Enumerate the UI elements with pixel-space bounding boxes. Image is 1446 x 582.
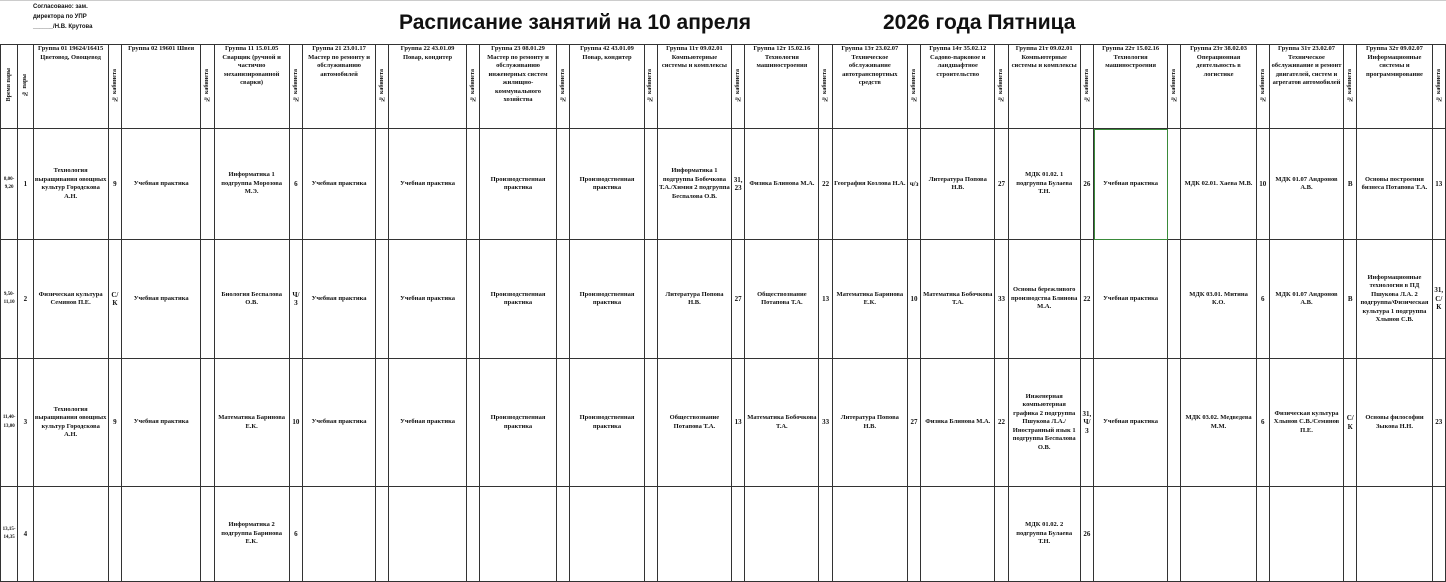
- lesson-cell[interactable]: [302, 487, 375, 582]
- cabinet-cell[interactable]: [644, 129, 657, 240]
- lesson-cell[interactable]: МДК 03.01. Митина К.О.: [1181, 240, 1256, 359]
- time-header: [1, 45, 18, 129]
- lesson-cell[interactable]: Учебная практика: [1094, 240, 1168, 359]
- cabinet-cell[interactable]: [1344, 487, 1357, 582]
- cabinet-cell[interactable]: 10: [907, 240, 920, 359]
- cabinet-cell[interactable]: [557, 487, 570, 582]
- approval-line-3: ______/Н.В. Крутова: [33, 24, 93, 30]
- cabinet-cell[interactable]: 13: [819, 240, 832, 359]
- group-header: Группа 22 43.01.09 Повар, кондитер: [389, 45, 466, 129]
- cabinet-header: [289, 45, 302, 129]
- lesson-row: [1, 129, 1446, 240]
- pair-time: 8,00-9,20: [1, 129, 18, 240]
- cabinet-cell[interactable]: [995, 487, 1008, 582]
- lesson-cell[interactable]: [745, 487, 819, 582]
- pair-number: 3: [18, 359, 33, 487]
- lesson-cell[interactable]: Физика Блинова М.А.: [745, 129, 819, 240]
- cabinet-header: [108, 45, 121, 129]
- cabinet-cell[interactable]: [557, 129, 570, 240]
- cabinet-header-label: № кабинета: [560, 68, 567, 101]
- cabinet-cell[interactable]: [201, 487, 214, 582]
- cabinet-header-label: № кабинета: [204, 68, 211, 101]
- lesson-cell[interactable]: Физическая культура Семянов П.Е.: [33, 240, 108, 359]
- lesson-cell[interactable]: Информационные технологии в ПД Пшукова Л.А. 2 подгруппа/Физическая культура 1 подгруппа Хлынов С.В.: [1357, 240, 1432, 359]
- approval-line-2: директора по УПР: [33, 14, 87, 20]
- cabinet-cell[interactable]: 6: [289, 129, 302, 240]
- lesson-cell[interactable]: [1269, 487, 1343, 582]
- cabinet-cell[interactable]: 22: [995, 359, 1008, 487]
- cabinet-cell[interactable]: Ч/З: [289, 240, 302, 359]
- lesson-cell[interactable]: Производственная практика: [479, 129, 556, 240]
- header-row: [1, 45, 1446, 129]
- cabinet-header-label: № кабинета: [647, 68, 654, 101]
- cabinet-cell[interactable]: [466, 359, 479, 487]
- cabinet-header-label: № кабинета: [822, 68, 829, 101]
- group-header: Группа 11 15.01.05 Сварщик (ручной и частично механизированной сварки): [214, 45, 289, 129]
- cabinet-cell[interactable]: 9: [108, 359, 121, 487]
- cabinet-cell[interactable]: 6: [289, 487, 302, 582]
- cabinet-cell[interactable]: 26: [1080, 129, 1093, 240]
- lesson-cell[interactable]: МДК 03.02. Медведева М.М.: [1181, 359, 1256, 487]
- lesson-cell[interactable]: [389, 487, 466, 582]
- cabinet-cell[interactable]: 27: [995, 129, 1008, 240]
- lesson-cell[interactable]: Математика Бобочкова Т.А.: [745, 359, 819, 487]
- lesson-cell[interactable]: Производственная практика: [479, 240, 556, 359]
- cabinet-cell[interactable]: [376, 129, 389, 240]
- cabinet-cell[interactable]: 10: [289, 359, 302, 487]
- lesson-cell[interactable]: Математика Баринова Е.К.: [832, 240, 907, 359]
- lesson-cell[interactable]: МДК 01.02. 1 подгруппа Булаева Т.Н.: [1008, 129, 1080, 240]
- group-header: Группа 31т 23.02.07 Техническое обслуживание и ремонт двигателей, систем и агрегатов автомобилей: [1269, 45, 1343, 129]
- pair-time: 9,50-11,10: [1, 240, 18, 359]
- lesson-cell[interactable]: Информатика 2 подгруппа Баринова Е.К.: [214, 487, 289, 582]
- cabinet-cell[interactable]: [644, 240, 657, 359]
- lesson-cell[interactable]: [921, 487, 995, 582]
- lesson-cell[interactable]: [1357, 487, 1432, 582]
- top-rule: [0, 0, 1446, 1]
- cabinet-cell[interactable]: 22: [1080, 240, 1093, 359]
- cabinet-header-label: № кабинета: [1259, 68, 1266, 101]
- cabinet-header-label: № кабинета: [1435, 68, 1442, 101]
- cabinet-cell[interactable]: [644, 487, 657, 582]
- cabinet-header: [732, 45, 745, 129]
- lesson-cell[interactable]: МДК 01.07 Андронов А.В.: [1269, 240, 1343, 359]
- lesson-cell[interactable]: Физическая культура Хлынов С.В./Семянов П.Е.: [1269, 359, 1343, 487]
- cabinet-cell[interactable]: [376, 359, 389, 487]
- cabinet-cell[interactable]: [732, 487, 745, 582]
- pair-number: 2: [18, 240, 33, 359]
- cabinet-cell[interactable]: С/К: [1344, 359, 1357, 487]
- cabinet-header-label: № кабинета: [1083, 68, 1090, 101]
- schedule-title-date: 2026 года Пятница: [883, 11, 1076, 34]
- cabinet-cell[interactable]: 26: [1080, 487, 1093, 582]
- group-header: Группа 21т 09.02.01 Компьютерные системы и комплексы: [1008, 45, 1080, 129]
- cabinet-header-label: № кабинета: [292, 68, 299, 101]
- cabinet-cell[interactable]: [557, 359, 570, 487]
- lesson-cell[interactable]: Производственная практика: [570, 240, 644, 359]
- cabinet-cell[interactable]: С/К: [108, 240, 121, 359]
- cabinet-cell[interactable]: [108, 487, 121, 582]
- lesson-cell[interactable]: Математика Бобочкова Т.А.: [921, 240, 995, 359]
- cabinet-cell[interactable]: [1168, 359, 1181, 487]
- cabinet-cell[interactable]: 33: [819, 359, 832, 487]
- cabinet-header-label: № кабинета: [734, 68, 741, 101]
- schedule-title: Расписание занятий на 10 апреля: [399, 11, 751, 34]
- cabinet-header-label: № кабинета: [469, 68, 476, 101]
- cabinet-header: [376, 45, 389, 129]
- cabinet-cell[interactable]: [644, 359, 657, 487]
- cabinet-header: [201, 45, 214, 129]
- cabinet-cell[interactable]: 6: [1256, 359, 1269, 487]
- cabinet-cell[interactable]: 22: [819, 129, 832, 240]
- lesson-row: [1, 487, 1446, 582]
- cabinet-header: [644, 45, 657, 129]
- cabinet-header: [1344, 45, 1357, 129]
- cabinet-header: [557, 45, 570, 129]
- cabinet-cell[interactable]: 13: [732, 359, 745, 487]
- pair-number-header: [18, 45, 33, 129]
- lesson-cell[interactable]: Учебная практика: [389, 359, 466, 487]
- approval-block: [33, 2, 113, 32]
- cabinet-cell[interactable]: [907, 487, 920, 582]
- lesson-cell[interactable]: МДК 01.07 Андронов А.В.: [1269, 129, 1343, 240]
- lesson-cell[interactable]: Основы философии Зыкова Н.Н.: [1357, 359, 1432, 487]
- group-header: Группа 23 08.01.29 Мастер по ремонту и обслуживанию инженерных систем жилищно-коммунального хозяйства: [479, 45, 556, 129]
- lesson-cell[interactable]: Учебная практика: [389, 129, 466, 240]
- group-header: Группа 01 19624/16415 Цветовод, Овощевод: [33, 45, 108, 129]
- cabinet-header: [1080, 45, 1093, 129]
- cabinet-header: [819, 45, 832, 129]
- lesson-cell[interactable]: Учебная практика: [302, 359, 375, 487]
- approval-line-1: Согласовано: зам.: [33, 4, 88, 10]
- lesson-cell[interactable]: Математика Баринова Е.К.: [214, 359, 289, 487]
- cabinet-cell[interactable]: 31, 23: [732, 129, 745, 240]
- lesson-row: [1, 359, 1446, 487]
- lesson-cell[interactable]: Физика Блинова М.А.: [921, 359, 995, 487]
- group-header: Группа 21 23.01.17 Мастер по ремонту и обслуживанию автомобилей: [302, 45, 375, 129]
- cabinet-header: [466, 45, 479, 129]
- lesson-cell[interactable]: [33, 487, 108, 582]
- cabinet-header-label: № кабинета: [1346, 68, 1353, 101]
- lesson-cell[interactable]: [479, 487, 556, 582]
- lesson-cell[interactable]: Учебная практика: [302, 240, 375, 359]
- lesson-cell[interactable]: [1181, 487, 1256, 582]
- lesson-cell[interactable]: Технология выращивания овощных культур Городскова А.Н.: [33, 129, 108, 240]
- lesson-cell[interactable]: Информатика 1 подгруппа Бобочкова Т.А./Химия 2 подгруппа Беспалова О.В.: [657, 129, 731, 240]
- cabinet-cell[interactable]: 33: [995, 240, 1008, 359]
- cabinet-cell[interactable]: В: [1344, 240, 1357, 359]
- cabinet-header: [1256, 45, 1269, 129]
- cabinet-header-label: № кабинета: [998, 68, 1005, 101]
- cabinet-header: [1432, 45, 1445, 129]
- cabinet-header-label: № кабинета: [111, 68, 118, 101]
- lesson-cell[interactable]: Литература Попова Н.В.: [832, 359, 907, 487]
- time-header-label: Время пары: [5, 68, 12, 102]
- group-header: Группа 14т 35.02.12 Садово-парковое и ландшафтное строительство: [921, 45, 995, 129]
- lesson-cell[interactable]: Учебная практика: [1094, 129, 1168, 240]
- cabinet-cell[interactable]: [376, 487, 389, 582]
- pair-number-header-label: № пары: [22, 73, 29, 96]
- lesson-cell[interactable]: Учебная практика: [121, 240, 200, 359]
- group-header: Группа 32т 09.02.07 Информационные системы и программирование: [1357, 45, 1432, 129]
- lesson-cell[interactable]: Информатика 1 подгруппа Морозова М.Э.: [214, 129, 289, 240]
- cabinet-cell[interactable]: [201, 359, 214, 487]
- lesson-cell[interactable]: [570, 487, 644, 582]
- cabinet-header-label: № кабинета: [1171, 68, 1178, 101]
- lesson-cell[interactable]: Обществознание Потапова Т.А.: [745, 240, 819, 359]
- lesson-cell[interactable]: [1094, 487, 1168, 582]
- lesson-cell[interactable]: Производственная практика: [570, 359, 644, 487]
- lesson-cell[interactable]: Производственная практика: [570, 129, 644, 240]
- cabinet-cell[interactable]: В: [1344, 129, 1357, 240]
- schedule-table: [0, 44, 1446, 582]
- cabinet-cell[interactable]: 13: [1432, 129, 1445, 240]
- lesson-cell[interactable]: МДК 02.01. Хаева М.В.: [1181, 129, 1256, 240]
- lesson-cell[interactable]: Производственная практика: [479, 359, 556, 487]
- lesson-cell[interactable]: Учебная практика: [302, 129, 375, 240]
- cabinet-header: [1168, 45, 1181, 129]
- lesson-cell[interactable]: [657, 487, 731, 582]
- cabinet-header-label: № кабинета: [379, 68, 386, 101]
- group-header: Группа 13т 23.02.07 Техническое обслуживание автотранспортных средств: [832, 45, 907, 129]
- cabinet-header: [907, 45, 920, 129]
- cabinet-cell[interactable]: 27: [732, 240, 745, 359]
- pair-number: 1: [18, 129, 33, 240]
- cabinet-cell[interactable]: 31, Ч/З: [1080, 359, 1093, 487]
- group-header: Группа 23т 38.02.03 Операционная деятельность в логистике: [1181, 45, 1256, 129]
- lesson-cell[interactable]: МДК 01.02. 2 подгруппа Булаева Т.Н.: [1008, 487, 1080, 582]
- cabinet-cell[interactable]: [819, 487, 832, 582]
- lesson-cell[interactable]: Основы построения бизнеса Потапова Т.А.: [1357, 129, 1432, 240]
- lesson-cell[interactable]: Учебная практика: [121, 359, 200, 487]
- lesson-cell[interactable]: Технология выращивания овощных культур Городскова А.Н.: [33, 359, 108, 487]
- lesson-cell[interactable]: Литература Попова Н.В.: [657, 240, 731, 359]
- lesson-cell[interactable]: География Козлова Н.А.: [832, 129, 907, 240]
- cabinet-cell[interactable]: [1168, 129, 1181, 240]
- pair-number: 4: [18, 487, 33, 582]
- cabinet-cell[interactable]: [466, 129, 479, 240]
- cabinet-cell[interactable]: [1168, 487, 1181, 582]
- cabinet-cell[interactable]: [1256, 487, 1269, 582]
- group-header: Группа 42 43.01.09 Повар, кондитер: [570, 45, 644, 129]
- lesson-cell[interactable]: [832, 487, 907, 582]
- cabinet-cell[interactable]: 10: [1256, 129, 1269, 240]
- lesson-cell[interactable]: Литература Попова Н.В.: [921, 129, 995, 240]
- pair-time: 13,15-14,35: [1, 487, 18, 582]
- cabinet-cell[interactable]: ч/з: [907, 129, 920, 240]
- lesson-cell[interactable]: [121, 487, 200, 582]
- lesson-cell[interactable]: Учебная практика: [1094, 359, 1168, 487]
- cabinet-header: [995, 45, 1008, 129]
- cabinet-cell[interactable]: 27: [907, 359, 920, 487]
- cabinet-cell[interactable]: [466, 240, 479, 359]
- lesson-cell[interactable]: Инженерная компьютерная графика 2 подгруппа Пшукова Л.А./Иностранный язык 1 подгруппа Беспалова О.В.: [1008, 359, 1080, 487]
- cabinet-cell[interactable]: [376, 240, 389, 359]
- lesson-cell[interactable]: Основы бережливого производства Блинова М.А.: [1008, 240, 1080, 359]
- cabinet-cell[interactable]: [1168, 240, 1181, 359]
- lesson-cell[interactable]: Обществознание Потапова Т.А.: [657, 359, 731, 487]
- group-header: Группа 02 19601 Швея: [121, 45, 200, 129]
- cabinet-cell[interactable]: [557, 240, 570, 359]
- cabinet-header-label: № кабинета: [910, 68, 917, 101]
- lesson-cell[interactable]: Биология Беспалова О.В.: [214, 240, 289, 359]
- pair-time: 11,40-13,00: [1, 359, 18, 487]
- group-header: Группа 11т 09.02.01 Компьютерные системы и комплексы: [657, 45, 731, 129]
- lesson-cell[interactable]: Учебная практика: [389, 240, 466, 359]
- cabinet-cell[interactable]: 9: [108, 129, 121, 240]
- cabinet-cell[interactable]: 31, С/К: [1432, 240, 1445, 359]
- group-header: Группа 12т 15.02.16 Технология машиностроения: [745, 45, 819, 129]
- cabinet-cell[interactable]: [466, 487, 479, 582]
- cabinet-cell[interactable]: [201, 129, 214, 240]
- cabinet-cell[interactable]: [1432, 487, 1445, 582]
- lesson-cell[interactable]: Учебная практика: [121, 129, 200, 240]
- cabinet-cell[interactable]: 6: [1256, 240, 1269, 359]
- cabinet-cell[interactable]: 23: [1432, 359, 1445, 487]
- group-header: Группа 22т 15.02.16 Технология машиностроения: [1094, 45, 1168, 129]
- lesson-row: [1, 240, 1446, 359]
- cabinet-cell[interactable]: [201, 240, 214, 359]
